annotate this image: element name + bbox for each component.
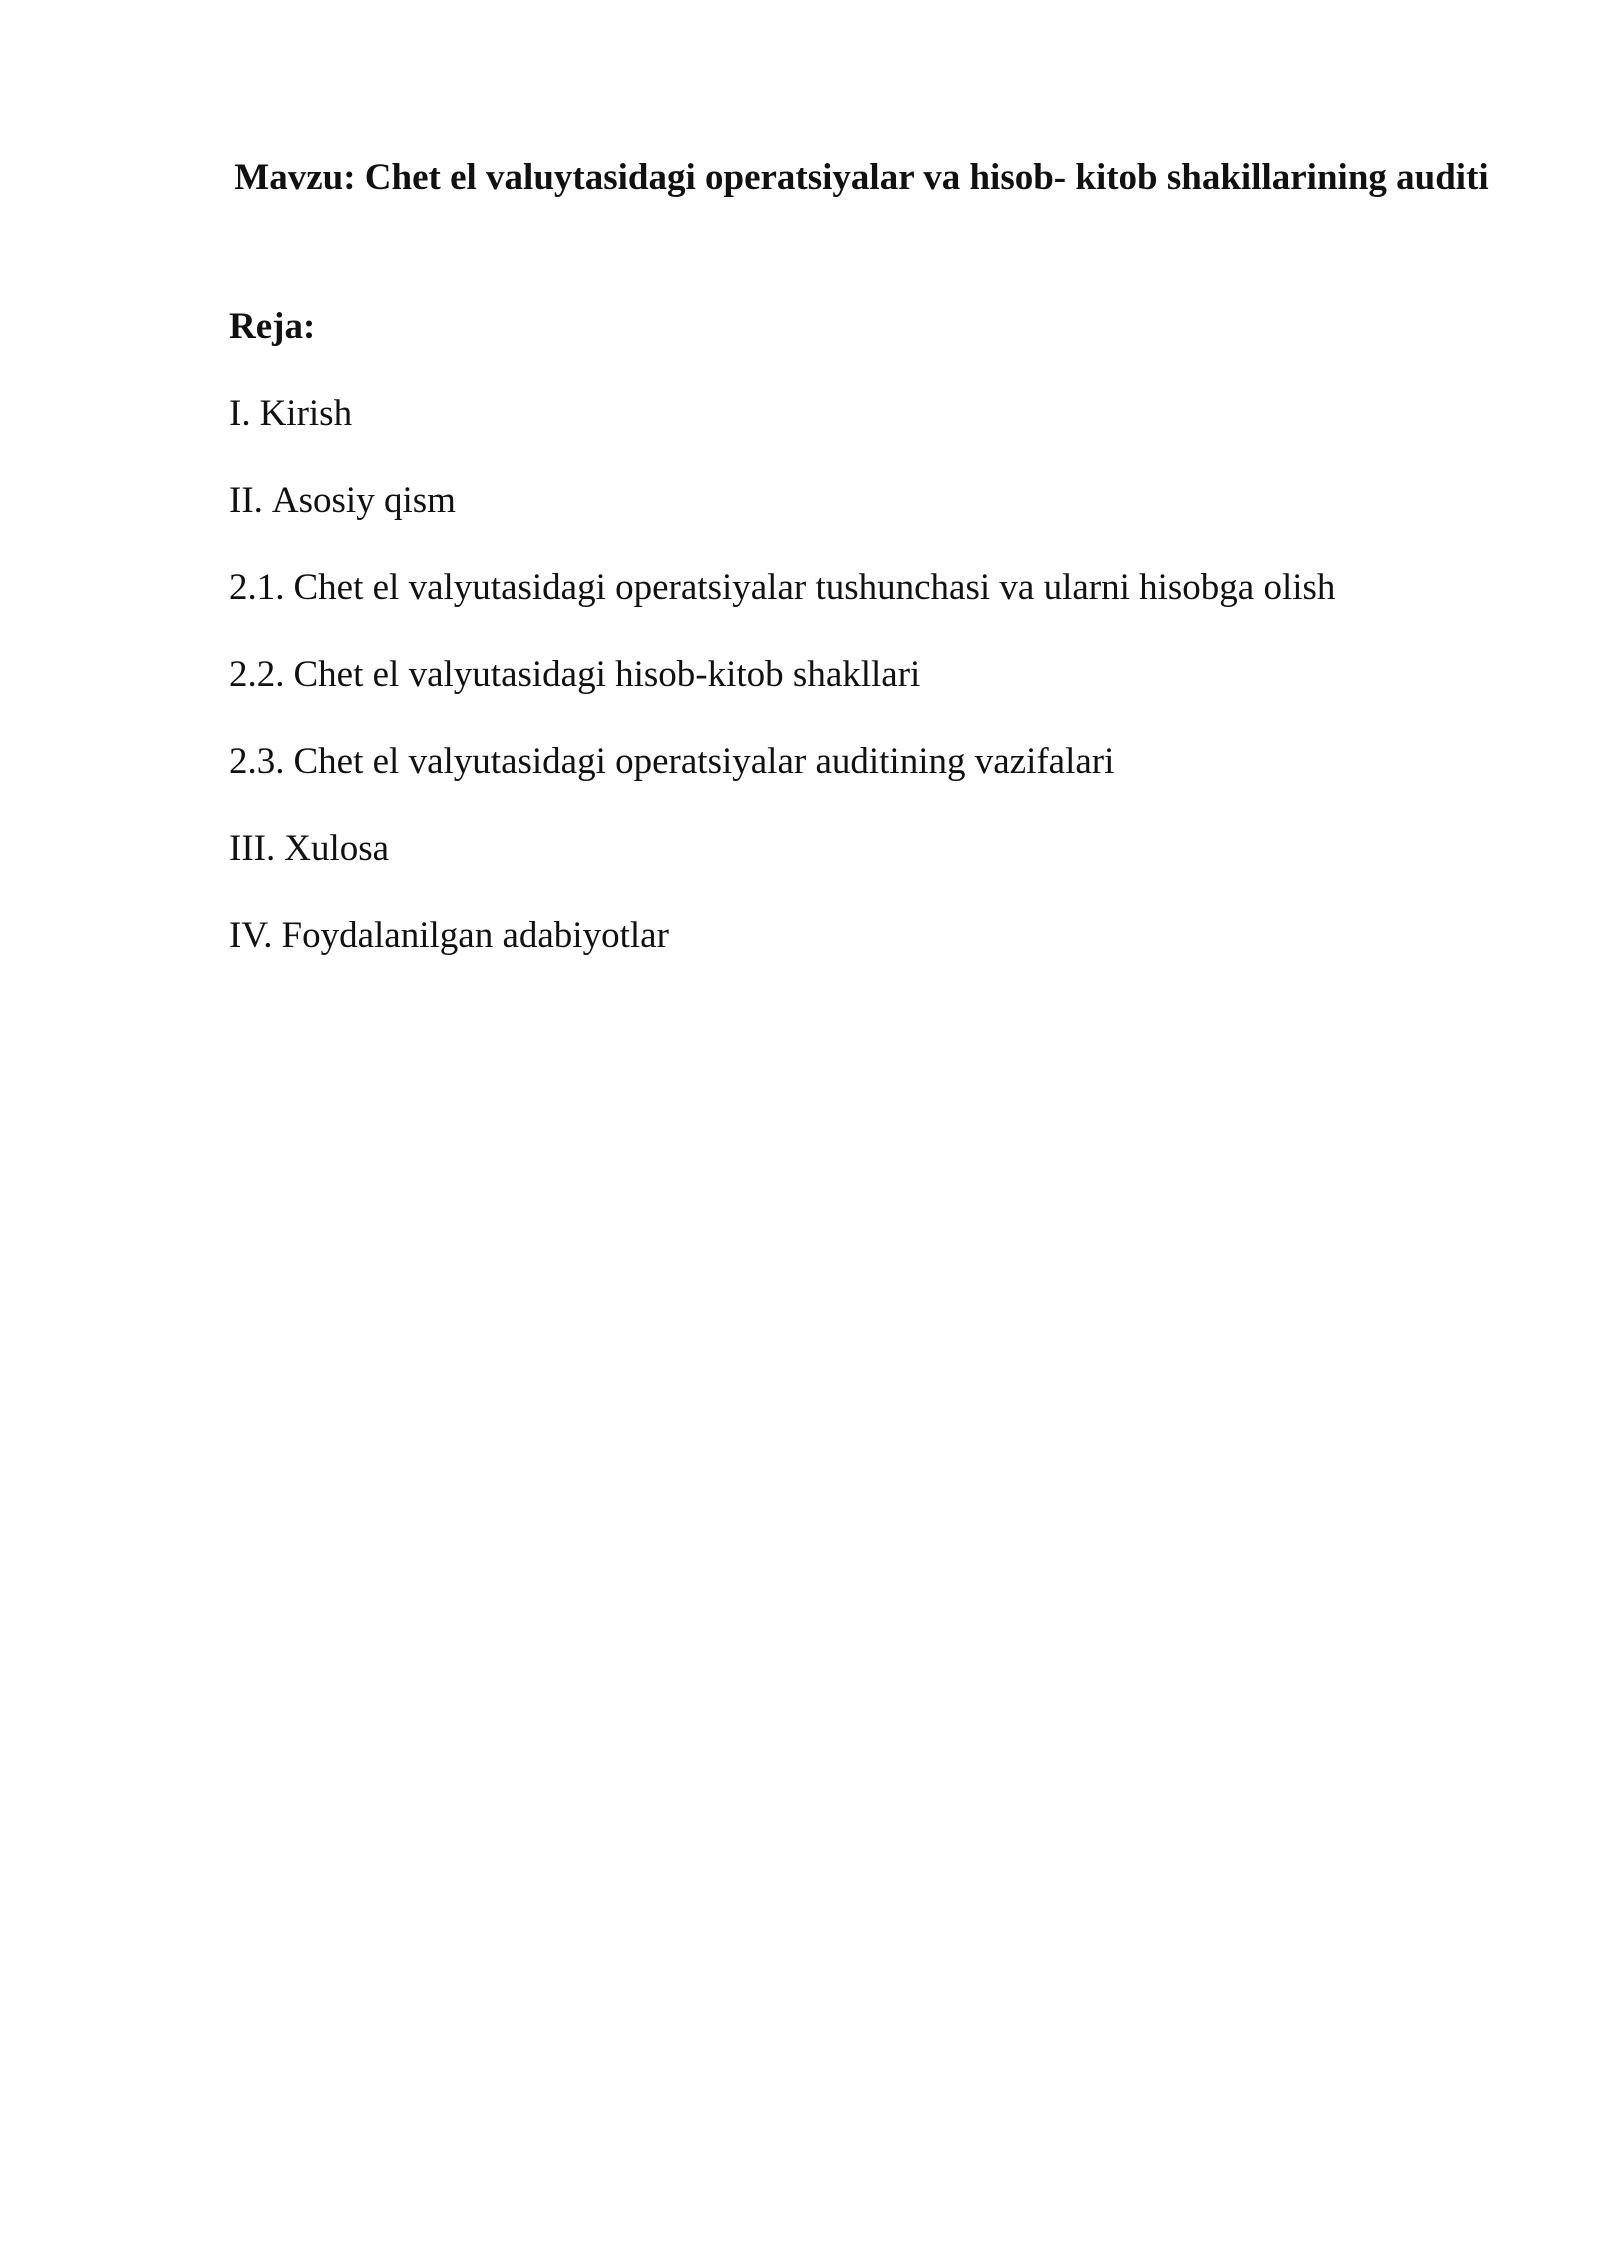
plan-item bbox=[229, 563, 1335, 613]
plan-item-number: 2.3. bbox=[229, 741, 285, 782]
plan-item bbox=[229, 824, 389, 874]
plan-item-text: Chet el valyutasidagi operatsiyalar auditining vazifalari bbox=[293, 741, 1115, 782]
plan-item bbox=[229, 911, 669, 961]
plan-heading: Reja: bbox=[229, 306, 316, 347]
plan-item-text: Xulosa bbox=[284, 828, 390, 869]
plan-item-text: Chet el valyutasidagi operatsiyalar tushunchasi va ularni hisobga olish bbox=[293, 567, 1336, 608]
plan-item-number: IV. bbox=[229, 915, 273, 956]
plan-item-number: 2.1. bbox=[229, 567, 285, 608]
plan-item-text: Asosiy qism bbox=[271, 480, 456, 521]
plan-item bbox=[229, 476, 456, 526]
plan-item-text: Chet el valyutasidagi hisob-kitob shakllari bbox=[293, 654, 921, 695]
plan-item-number: III. bbox=[229, 828, 276, 869]
plan-item-text: Kirish bbox=[259, 393, 353, 434]
plan-item-number: 2.2. bbox=[229, 654, 285, 695]
plan-item bbox=[229, 650, 920, 700]
plan-item-text: Foydalanilgan adabiyotlar bbox=[281, 915, 669, 956]
plan-item-number: II. bbox=[229, 480, 263, 521]
plan-item-number: I. bbox=[229, 393, 251, 434]
document-title: Mavzu: Chet el valuytasidagi operatsiyalar va hisob- kitob shakillarining auditi bbox=[234, 157, 1489, 198]
plan-item bbox=[229, 389, 352, 439]
plan-item bbox=[229, 737, 1114, 787]
